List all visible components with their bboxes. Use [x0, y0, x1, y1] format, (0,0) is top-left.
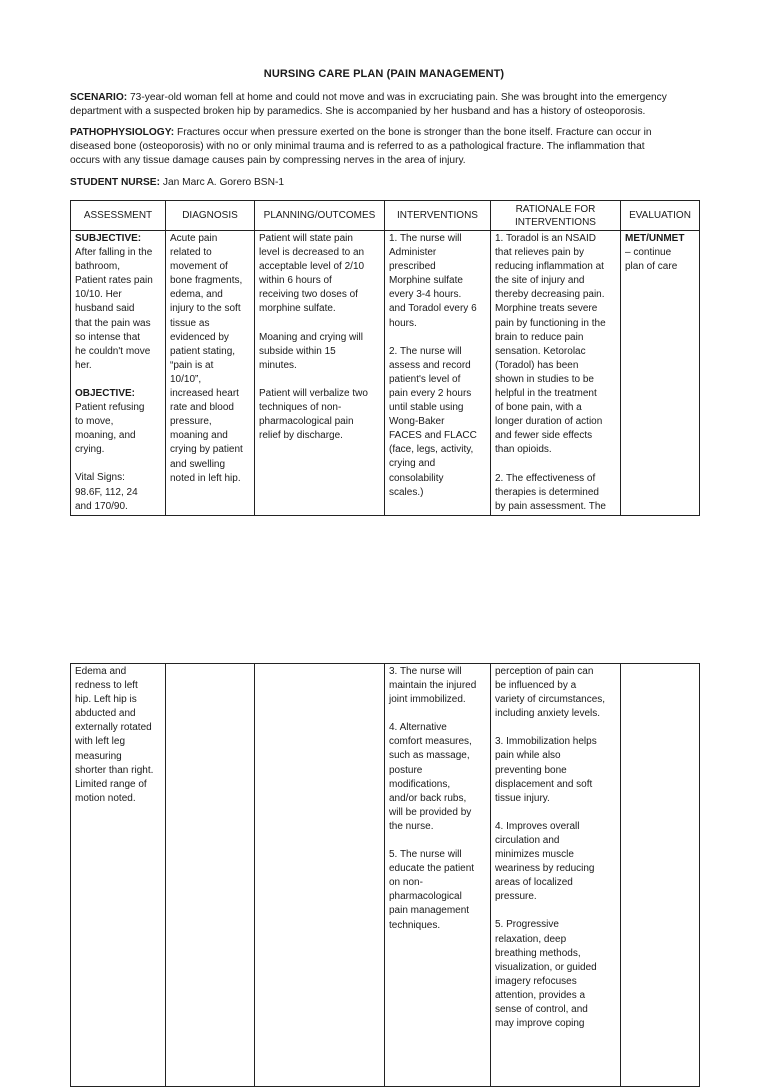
cell-line: every 3-4 hours.: [389, 289, 462, 301]
cell-line: Vital Signs:: [75, 472, 125, 484]
cell-line: bone fragments,: [170, 275, 243, 287]
cell-line: pressure,: [170, 416, 212, 428]
rationale-cell: [491, 231, 621, 516]
cell-line: scales.): [389, 486, 424, 498]
cell-line: [495, 806, 616, 820]
cell-line: FACES and FLACC: [389, 430, 477, 442]
header-rationale-line: INTERVENTIONS: [515, 216, 596, 228]
cell-line: 3. The nurse will: [389, 666, 462, 677]
cell-line: Edema and: [75, 666, 127, 677]
cell-line: techniques.: [389, 919, 441, 931]
evaluation-cell: [621, 664, 700, 1087]
cell-line: until stable using: [389, 402, 464, 414]
cell-line: MET/UNMET: [625, 233, 685, 244]
cell-line: [389, 707, 486, 721]
cell-line: will be provided by: [389, 806, 472, 818]
cell-line: prescribed: [389, 261, 436, 273]
table-row: [71, 664, 700, 1087]
cell-line: pain every 2 hours: [389, 387, 472, 399]
cell-line: breathing methods,: [495, 947, 581, 959]
cell-line: pressure.: [495, 891, 537, 903]
cell-line: and swelling: [170, 458, 226, 470]
header-diagnosis: DIAGNOSIS: [166, 201, 255, 231]
cell-line: that relieves pain by: [495, 247, 584, 259]
cell-line: “pain is at: [170, 359, 214, 371]
cell-line: educate the patient: [389, 863, 475, 875]
care-plan-table-2: [70, 663, 700, 1087]
header-interventions: INTERVENTIONS: [385, 201, 491, 231]
cell-line: externally rotated: [75, 722, 152, 734]
cell-line: measuring: [75, 750, 122, 762]
cell-line: moaning and: [170, 430, 228, 442]
cell-line: minimizes muscle: [495, 849, 574, 861]
cell-line: shown in studies to be: [495, 373, 594, 385]
cell-line: 5. Progressive: [495, 919, 559, 931]
cell-line: receiving two doses of: [259, 289, 358, 301]
cell-line: be influenced by a: [495, 680, 577, 692]
cell-line: displacement and soft: [495, 778, 593, 790]
cell-line: 4. Improves overall: [495, 820, 580, 832]
cell-line: minutes.: [259, 359, 297, 371]
cell-line: the site of injury and: [495, 275, 585, 287]
diagnosis-cell: [166, 664, 255, 1087]
cell-line: imagery refocuses: [495, 975, 577, 987]
table-row: [71, 231, 700, 516]
care-plan-table-1: [70, 200, 700, 516]
cell-line: bathroom,: [75, 261, 121, 273]
cell-line: 10/10. Her: [75, 289, 122, 301]
cell-line: assess and record: [389, 359, 471, 371]
cell-line: attention, provides a: [495, 989, 586, 1001]
cell-line: moaning, and: [75, 430, 136, 442]
cell-line: pain management: [389, 905, 470, 917]
cell-line: her.: [75, 359, 92, 371]
cell-line: shorter than right.: [75, 764, 154, 776]
cell-line: and fewer side effects: [495, 430, 593, 442]
cell-line: may improve coping: [495, 1018, 585, 1030]
cell-line: [389, 834, 486, 848]
cell-line: posture: [389, 764, 423, 776]
cell-line: edema, and: [170, 289, 223, 301]
cell-line: and 170/90.: [75, 500, 128, 512]
cell-line: 1. Toradol is an NSAID: [495, 233, 596, 244]
cell-line: pharmacological: [389, 891, 462, 903]
table-header-row: [71, 201, 700, 231]
cell-line: Acute pain: [170, 233, 218, 244]
cell-line: hip. Left hip is: [75, 694, 137, 706]
cell-line: consolability: [389, 472, 444, 484]
cell-line: 1. The nurse will: [389, 233, 462, 244]
cell-line: circulation and: [495, 834, 560, 846]
cell-line: sense of control, and: [495, 1003, 588, 1015]
cell-line: rate and blood: [170, 402, 234, 414]
cell-line: 98.6F, 112, 24: [75, 486, 138, 498]
cell-line: 2. The nurse will: [389, 345, 462, 357]
cell-line: husband said: [75, 303, 135, 315]
header-rationale-line: RATIONALE FOR: [515, 203, 596, 215]
evaluation-cell: [621, 231, 700, 516]
cell-line: After falling in the: [75, 247, 153, 259]
cell-line: subside within 15: [259, 345, 336, 357]
page-title: NURSING CARE PLAN (PAIN MANAGEMENT): [263, 68, 505, 80]
cell-line: [75, 457, 161, 471]
cell-line: visualization, or guided: [495, 961, 597, 973]
cell-line: pain by functioning in the: [495, 317, 606, 329]
header-planning: PLANNING/OUTCOMES: [255, 201, 385, 231]
cell-line: [259, 317, 380, 331]
cell-line: including anxiety levels.: [495, 708, 601, 720]
interventions-cell: [385, 231, 491, 516]
cell-line: (Toradol) has been: [495, 359, 579, 371]
student-nurse-line: [70, 176, 702, 190]
cell-line: the nurse.: [389, 820, 434, 832]
cell-line: techniques of non-: [259, 401, 342, 413]
cell-line: Administer: [389, 247, 437, 259]
pathophysiology-line: diseased bone (osteoporosis) with no or only minimal trauma and is referred to as a pathological fracture. The inflammation that: [70, 141, 645, 152]
cell-line: level is decreased to an: [259, 247, 365, 259]
cell-line: than opioids.: [495, 444, 552, 456]
cell-line: 10/10”,: [170, 373, 202, 385]
cell-line: modifications,: [389, 778, 451, 790]
cell-line: Morphine sulfate: [389, 275, 463, 287]
cell-line: acceptable level of 2/10: [259, 261, 365, 273]
cell-line: 3. Immobilization helps: [495, 736, 597, 748]
cell-line: 4. Alternative: [389, 722, 447, 734]
cell-line: SUBJECTIVE:: [75, 233, 142, 244]
rationale-cell: [491, 664, 621, 1087]
scenario-label: SCENARIO:: [70, 92, 128, 103]
cell-line: 2. The effectiveness of: [495, 472, 596, 484]
cell-line: [259, 373, 380, 387]
cell-line: – continue: [625, 247, 672, 259]
cell-line: motion noted.: [75, 792, 136, 804]
pathophysiology-label: PATHOPHYSIOLOGY:: [70, 127, 175, 138]
header-assessment: ASSESSMENT: [71, 201, 166, 231]
cell-line: of bone pain, with a: [495, 402, 582, 414]
cell-line: related to: [170, 247, 212, 259]
cell-line: sensation. Ketorolac: [495, 345, 586, 357]
pathophysiology-line: Fractures occur when pressure exerted on the bone is stronger than the bone itself. Fracture can occur in: [176, 127, 652, 138]
cell-line: plan of care: [625, 261, 678, 273]
cell-line: helpful in the treatment: [495, 388, 597, 400]
cell-line: perception of pain can: [495, 666, 594, 677]
cell-line: maintain the injured: [389, 680, 477, 692]
cell-line: with left leg: [75, 736, 126, 748]
cell-line: [75, 373, 161, 387]
cell-line: thereby decreasing pain.: [495, 289, 605, 301]
cell-line: tissue injury.: [495, 792, 550, 804]
cell-line: crying by patient: [170, 444, 243, 456]
cell-line: Limited range of: [75, 778, 147, 790]
cell-line: areas of localized: [495, 877, 573, 889]
cell-line: Morphine treats severe: [495, 303, 598, 315]
assessment-cell: [71, 231, 166, 516]
cell-line: therapies is determined: [495, 486, 599, 498]
cell-line: tissue as: [170, 317, 210, 329]
cell-line: [495, 721, 616, 735]
cell-line: injury to the soft: [170, 303, 241, 315]
cell-line: longer duration of action: [495, 416, 603, 428]
cell-line: comfort measures,: [389, 736, 472, 748]
scenario-paragraph: [70, 91, 702, 119]
cell-line: to move,: [75, 416, 114, 428]
cell-line: within 6 hours of: [259, 275, 332, 287]
cell-line: preventing bone: [495, 764, 567, 776]
planning-cell: [255, 664, 385, 1087]
cell-line: patient's level of: [389, 373, 461, 385]
cell-line: OBJECTIVE:: [75, 387, 136, 399]
cell-line: patient stating,: [170, 345, 236, 357]
cell-line: redness to left: [75, 680, 138, 692]
pathophysiology-paragraph: [70, 126, 702, 168]
cell-line: pain while also: [495, 750, 561, 762]
cell-line: Patient refusing: [75, 402, 145, 414]
cell-line: crying.: [75, 444, 105, 456]
cell-line: [495, 458, 616, 472]
interventions-cell: [385, 664, 491, 1087]
cell-line: variety of circumstances,: [495, 694, 606, 706]
cell-line: Moaning and crying will: [259, 331, 363, 343]
cell-line: movement of: [170, 261, 228, 273]
cell-line: brain to reduce pain: [495, 331, 584, 343]
cell-line: reducing inflammation at: [495, 261, 604, 273]
cell-line: joint immobilized.: [389, 694, 466, 706]
student-nurse-label: STUDENT NURSE:: [70, 177, 160, 188]
cell-line: hours.: [389, 317, 417, 329]
cell-line: weariness by reducing: [495, 863, 595, 875]
cell-line: [495, 904, 616, 918]
cell-line: morphine sulfate.: [259, 303, 336, 315]
planning-cell: [255, 231, 385, 516]
header-rationale: [491, 201, 621, 231]
cell-line: he couldn't move: [75, 345, 151, 357]
cell-line: Patient rates pain: [75, 275, 153, 287]
cell-line: (face, legs, activity,: [389, 444, 474, 456]
cell-line: [389, 331, 486, 345]
diagnosis-cell: [166, 231, 255, 516]
pathophysiology-line: occurs with any tissue damage causes pain by compressing nerves in the area of injury.: [70, 155, 466, 166]
cell-line: relaxation, deep: [495, 933, 567, 945]
cell-line: that the pain was: [75, 317, 151, 329]
cell-line: so intense that: [75, 331, 141, 343]
cell-line: abducted and: [75, 708, 136, 720]
cell-line: by pain assessment. The: [495, 500, 606, 512]
cell-line: and Toradol every 6: [389, 303, 477, 315]
cell-line: 5. The nurse will: [389, 849, 462, 861]
cell-line: on non-: [389, 877, 423, 889]
cell-line: evidenced by: [170, 331, 229, 343]
student-nurse-name: Jan Marc A. Gorero BSN-1: [162, 177, 285, 188]
cell-line: pharmacological pain: [259, 416, 354, 428]
scenario-line: department with a suspected broken hip by paramedics. She is accompanied by her husband and has a history of osteoporosis.: [70, 106, 646, 117]
cell-line: Patient will verbalize two: [259, 387, 368, 399]
cell-line: and/or back rubs,: [389, 792, 467, 804]
cell-line: increased heart: [170, 388, 239, 400]
scenario-line: 73-year-old woman fell at home and could not move and was in excruciating pain. She was brought into the emergency: [130, 92, 667, 103]
cell-line: crying and: [389, 458, 436, 470]
cell-line: relief by discharge.: [259, 430, 343, 442]
cell-line: such as massage,: [389, 750, 470, 762]
cell-line: noted in left hip.: [170, 472, 241, 484]
cell-line: Patient will state pain: [259, 233, 353, 244]
assessment-cell: [71, 664, 166, 1087]
header-evaluation: EVALUATION: [621, 201, 700, 231]
cell-line: Wong-Baker: [389, 416, 445, 428]
